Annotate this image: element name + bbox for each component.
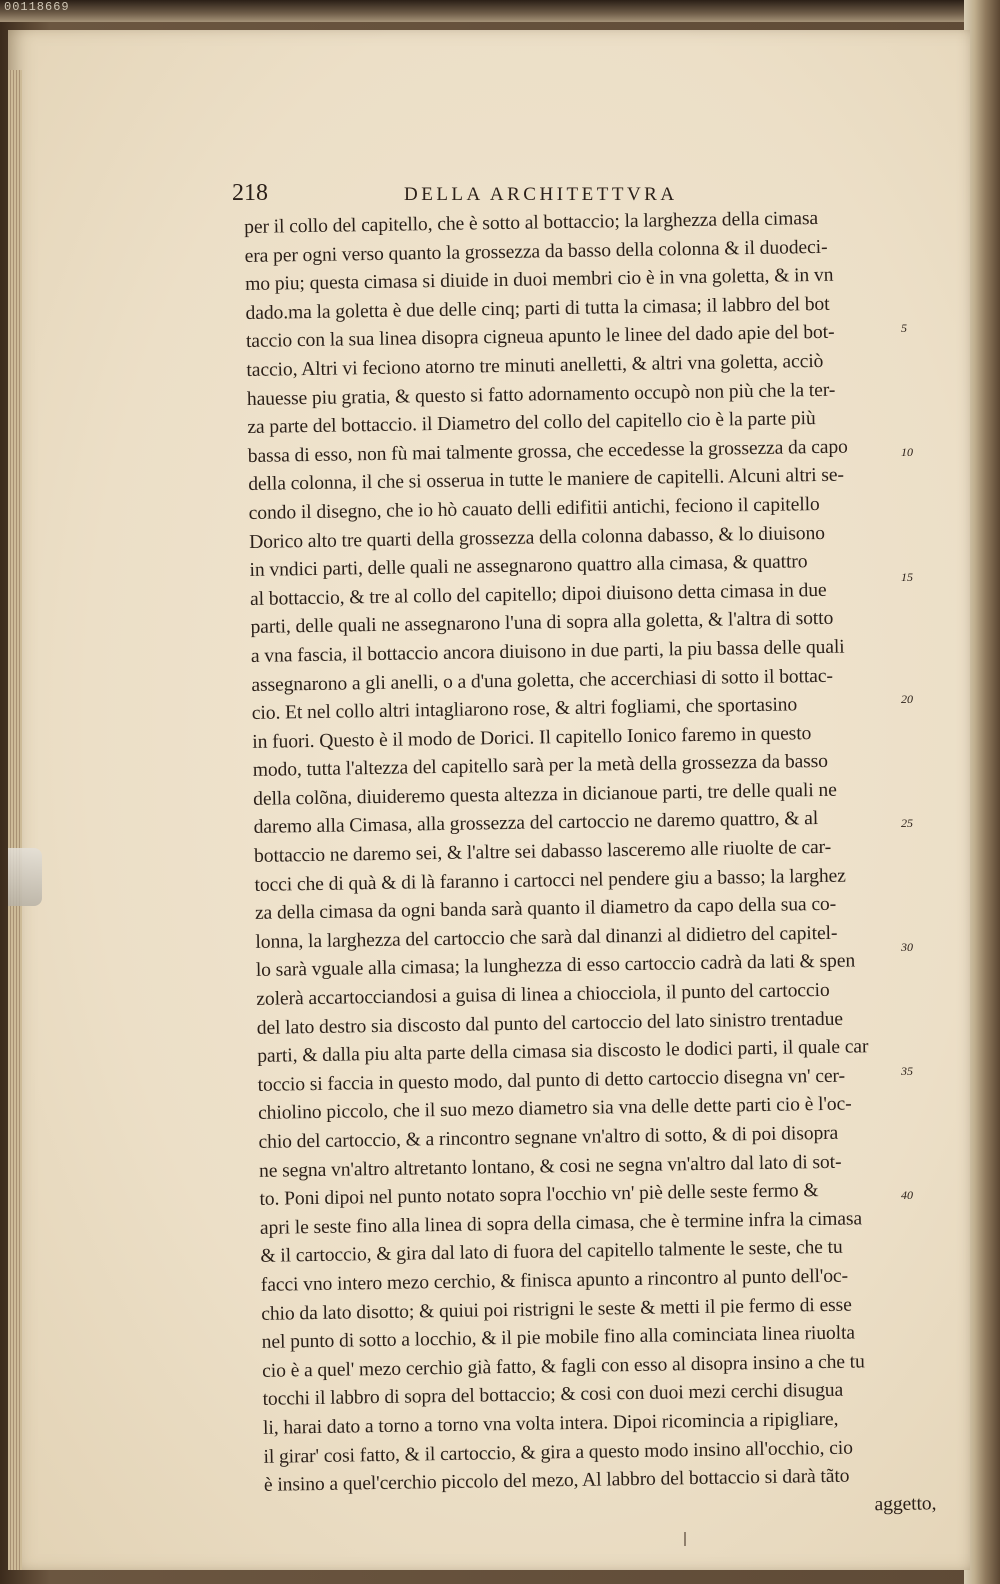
text-line: chio da lato disotto; & quiui poi ristrigni le seste & metti il pie fermo di esse [261,1294,852,1325]
text-line: toccio si faccia in questo modo, dal punto di detto cartoccio disegna vn' cer- [257,1065,846,1096]
text-line: chiolino piccolo, che il suo mezo diametro sia vna delle dette parti cio è l'oc- [257,1093,852,1125]
line-number-35: 35 [901,1064,913,1078]
line-number-25: 25 [901,816,913,830]
text-line: Dorico alto tre quarti della grossezza della colonna dabasso, & lo diuisono [248,522,826,553]
text-line: tocchi il labbro di sopra del bottaccio; & cosi con duoi mezi cerchi disugua [262,1380,844,1411]
text-line: parti, & dalla piu alta parte della cimasa sia discosto le dodici parti, il quale car [257,1036,869,1068]
gutter-mark [684,1532,686,1546]
text-line: il girar' cosi fatto, & il cartoccio, & gira a questo modo insino all'occhio, cio [263,1437,853,1468]
line-number-15: 15 [901,570,913,584]
running-title: DELLA ARCHITETTVRA [404,184,678,205]
text-line: cio è a quel' mezo cerchio già fatto, & fagli con esso al disopra insino a che tu [262,1351,865,1382]
scan-id-label: 00118669 [4,0,70,14]
text-line: li, harai dato a torno a torno vna volta intera. Dipoi ricomincia a ripigliare, [262,1408,839,1439]
text-line: al bottaccio, & tre al collo del capitello; dipoi diuisono detta cimasa in due [249,579,827,610]
text-line: è insino a quel'cerchio piccolo del mezo, Al labbro del bottaccio si darà tãto [263,1465,850,1496]
text-line: era per ogni verso quanto la grossezza da basso della colonna & il duodeci- [244,236,828,267]
book-page [8,30,970,1570]
text-line: chio del cartoccio, & a rincontro segnane vn'altro di sotto, & di poi disopra [258,1122,839,1153]
text-line: lonna, la larghezza del cartoccio che sarà dal dinanzi al didietro del capitel- [255,922,838,953]
body-text [244,203,945,1529]
page-header [232,180,702,210]
line-number-40: 40 [901,1188,913,1202]
text-line: za parte del bottaccio. il Diametro del collo del capitello cio è la parte più [247,408,816,439]
text-line: della colõna, diuideremo questa altezza in dicianoue parti, tre delle quali ne [253,779,837,810]
folio-number: 218 [232,180,268,206]
text-line: & il cartoccio, & gira dal lato di fuora del capitello talmente le seste, che tu [260,1237,843,1268]
text-line: taccio, Altri vi feciono atorno tre minuti anelletti, & altri vna goletta, acciò [246,350,824,381]
text-line: daremo alla Cimasa, alla grossezza del cartoccio ne daremo quattro, & al [253,808,819,839]
text-line: cio. Et nel collo altri intagliarono rose, & altri fogliami, che sportasino [251,694,798,725]
bookmark-ribbon [8,848,42,906]
text-line: del lato destro sia discosto dal punto del cartoccio del lato sinistro trentadue [256,1008,844,1039]
text-line: zolerà accartocciandosi a guisa di linea a chiocciola, il punto del cartoccio [256,979,830,1010]
text-line: modo, tutta l'altezza del capitello sarà per la metà della grossezza da basso [252,751,829,782]
text-line: to. Poni dipoi nel punto notato sopra l'occhio vn' piè delle seste fermo & [259,1180,819,1211]
line-number-5: 5 [901,321,907,335]
text-line: bassa di esso, non fù mai talmente grossa, che eccedesse la grossezza da capo [247,436,848,467]
book-top-edge [0,0,1000,22]
text-line: condo il disegno, che io hò cauato delli edifitii antichi, feciono il capitello [248,493,820,524]
text-line: a vna fascia, il bottaccio ancora diuisono in due parti, la piu bassa delle quali [250,636,845,667]
text-line: hauesse piu gratia, & questo si fatto adornamento occupò non più che la ter- [246,379,836,410]
text-line: lo sarà vguale alla cimasa; la lunghezza di esso cartoccio cadrà da lati & spen [255,950,856,982]
text-line: mo piu; questa cimasa si diuide in duoi membri cio è in vna goletta, & in vn [244,264,834,296]
text-line: taccio con la sua linea disopra cigneua apunto le linee del dado apie del bot- [245,322,835,353]
line-number-30: 30 [901,940,913,954]
text-line: assegnarono a gli anelli, o a d'una goletta, che accerchiasi di sotto il bottac- [251,665,833,696]
page-stack-edge [8,70,22,1570]
text-line: ne segna vn'altro altretanto lontano, & cosi ne segna vn'altro dal lato di sot- [258,1151,842,1182]
text-line: nel punto di sotto a locchio, & il pie mobile fino alla cominciata linea riuolta [261,1322,856,1354]
catchword: aggetto, [874,1493,937,1515]
text-line: in vndici parti, delle quali ne assegnarono quattro alla cimasa, & quattro [249,551,808,582]
text-line: tocci che di quà & di là faranno i cartocci nel pendere giu a basso; la larghez [254,865,846,896]
text-line: parti, delle quali ne assegnarono l'una di sopra alla goletta, & l'altra di sotto [250,608,834,639]
text-line: bottaccio ne daremo sei, & l'altre sei dabasso lasceremo alle riuolte de car- [253,836,832,867]
text-line: per il collo del capitello, che è sotto al bottaccio; la larghezza della cimasa [244,207,819,238]
text-line: dado.ma la goletta è due delle cinq; parti di tutta la cimasa; il labbro del bot [245,293,830,324]
line-number-20: 20 [901,692,913,706]
text-line: apri le seste fino alla linea di sopra della cimasa, che è termine infra la cimasa [259,1208,863,1239]
text-line: facci vno intero mezo cerchio, & finisca apunto a rincontro al punto dell'oc- [260,1265,849,1296]
line-number-10: 10 [901,445,913,459]
text-line: in fuori. Questo è il modo de Dorici. Il capitello Ionico faremo in questo [252,722,812,753]
text-line: della colonna, il che si osserua in tutte le maniere de capitelli. Alcuni altri se- [248,464,844,496]
text-line: za della cimasa da ogni banda sarà quanto il diametro da capo della sua co- [254,894,837,925]
